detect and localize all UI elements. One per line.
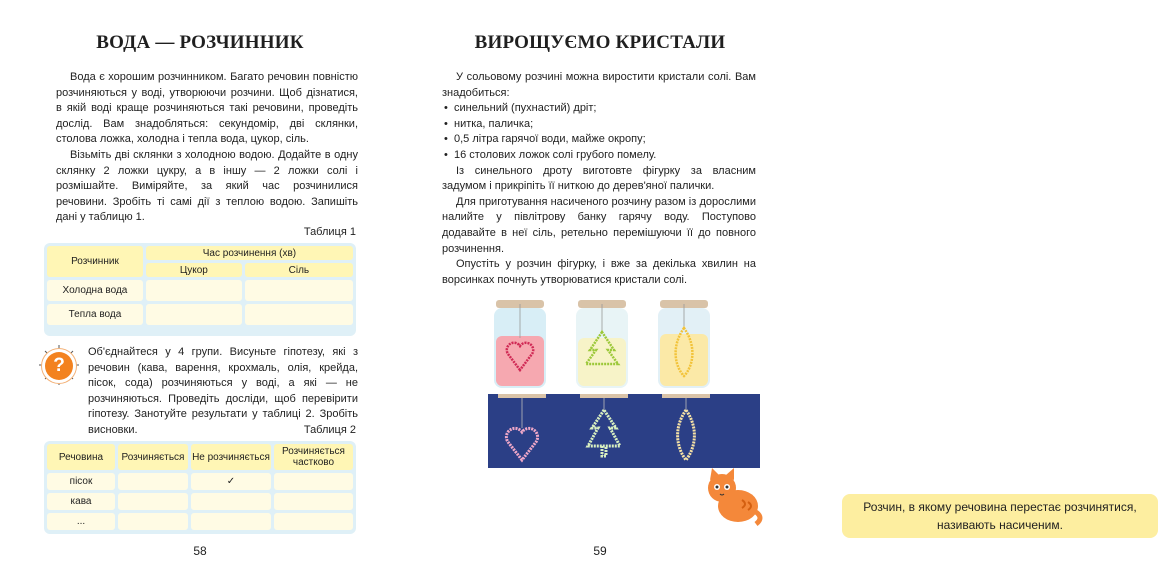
- table2-cell[interactable]: [118, 493, 188, 510]
- table1-cell[interactable]: [245, 280, 353, 301]
- table1: [44, 243, 356, 328]
- table2: [44, 441, 356, 533]
- intro-text-right: У сольовому розчині можна виростити кристали солі. Вам знадобиться:: [442, 71, 756, 99]
- table2-cell[interactable]: [274, 473, 353, 490]
- left-page: [0, 0, 400, 577]
- table1-cell[interactable]: [146, 304, 242, 325]
- table2-check-cell[interactable]: ✓: [191, 473, 271, 490]
- table2-header-partially: Розчиняється частково: [274, 444, 353, 470]
- table1-cell[interactable]: [245, 304, 353, 325]
- table2-cell[interactable]: [191, 513, 271, 530]
- page-title-left: ВОДА — РОЗЧИННИК: [96, 32, 304, 53]
- table2-cell[interactable]: [274, 493, 353, 510]
- table1-header-time: Час розчинення (хв): [146, 246, 353, 260]
- jar-leaf: [658, 300, 710, 388]
- page-number-right: 59: [593, 544, 607, 558]
- list-item: • 0,5 літра гарячої води, майже окропу;: [442, 132, 756, 148]
- table2-caption: Таблиця 2: [303, 424, 356, 436]
- note-text: Розчин, в якому речовина перестає розчинятися, називають насиченим.: [863, 500, 1137, 532]
- paragraph-solution: Для приготування насиченого розчину разом із дорослими налийте у півлітрову банку гарячу воду. Поступово додавайте в неї сіль, ретельно перемішуючи її до повного розчинення.: [442, 195, 756, 255]
- list-item: • 16 столових ложок солі грубого помелу.: [442, 148, 756, 164]
- paragraph-2: Візьміть дві склянки з холодною водою. Додайте в одну склянку 2 ложки цукру, а в іншу — 2 ложки солі і розмішайте. Виміряйте, за який час розчинилися речовини. Зробіть ті самі дії з теплою водою. Запишіть дані у таблицю 1.: [56, 148, 358, 224]
- paragraph-1: Вода є хорошим розчинником. Багато речовин повністю розчиняються у воді, утворюючи розчини. Щоб дізнатися, в якій воді краще розчиняються такі речовини, проведіть дослід. Вам знадобляться: секундомір, дві склянки, столова ложка, холодна і тепла вода, цукор, сіль.: [56, 71, 358, 146]
- table2-header-dissolves: Розчиняється: [118, 444, 188, 470]
- table2-cell[interactable]: [191, 493, 271, 510]
- supplies-list: [442, 101, 756, 163]
- table2-row-label: ...: [47, 513, 115, 530]
- table2-cell[interactable]: [118, 473, 188, 490]
- page-title-right: ВИРОЩУЄМО КРИСТАЛИ: [474, 32, 726, 53]
- paragraph-figure: Із синельного дроту виготовте фігурку за власним задумом і прикріпіть її ниткою до дерев'яної палички.: [442, 164, 756, 193]
- table2-header-substance: Речовина: [47, 444, 115, 470]
- page-number-left: 58: [193, 544, 207, 558]
- paragraph-immerse: Опустіть у розчин фігурку, і вже за декілька хвилин на ворсинках почнуть утворюватися кристали солі.: [442, 258, 756, 286]
- table1-header-salt: Сіль: [245, 263, 353, 277]
- crystal-text: [442, 70, 756, 288]
- table2-frame: [44, 441, 356, 534]
- table1-row-label: Тепла вода: [47, 304, 143, 325]
- crystal-jars-illustration: [488, 298, 760, 470]
- jar-heart: [494, 300, 546, 388]
- jar-tree: [576, 300, 628, 388]
- figures-panel: [488, 394, 760, 468]
- right-page: [400, 0, 1137, 577]
- cat-illustration: [702, 466, 762, 526]
- table1-header-solvent: Розчинник: [47, 246, 143, 277]
- question-icon: ?: [45, 352, 73, 380]
- table2-row-label: пісок: [47, 473, 115, 490]
- definition-note: [842, 494, 1158, 538]
- table1-header-sugar: Цукор: [146, 263, 242, 277]
- group-task-text: Об'єднайтеся у 4 групи. Висуньте гіпотезу, які з речовин (кава, варення, крохмаль, олія, крейда, пісок, сода) розчиняються у воді, а які — не розчиняються. Проведіть досліди, щоб перевірити гіпотезу. Занотуйте результати у таблиці 2. Зробіть висновки.: [88, 346, 358, 436]
- table2-row-label: кава: [47, 493, 115, 510]
- list-item: • нитка, паличка;: [442, 117, 756, 133]
- table1-frame: [44, 243, 356, 336]
- table2-header-not-dissolves: Не розчиняється: [191, 444, 271, 470]
- table2-cell[interactable]: [118, 513, 188, 530]
- table1-row-label: Холодна вода: [47, 280, 143, 301]
- table1-caption: Таблиця 1: [303, 226, 356, 238]
- table2-cell[interactable]: [274, 513, 353, 530]
- table1-cell[interactable]: [146, 280, 242, 301]
- list-item: • синельний (пухнастий) дріт;: [442, 101, 756, 117]
- intro-text-left: [56, 70, 358, 226]
